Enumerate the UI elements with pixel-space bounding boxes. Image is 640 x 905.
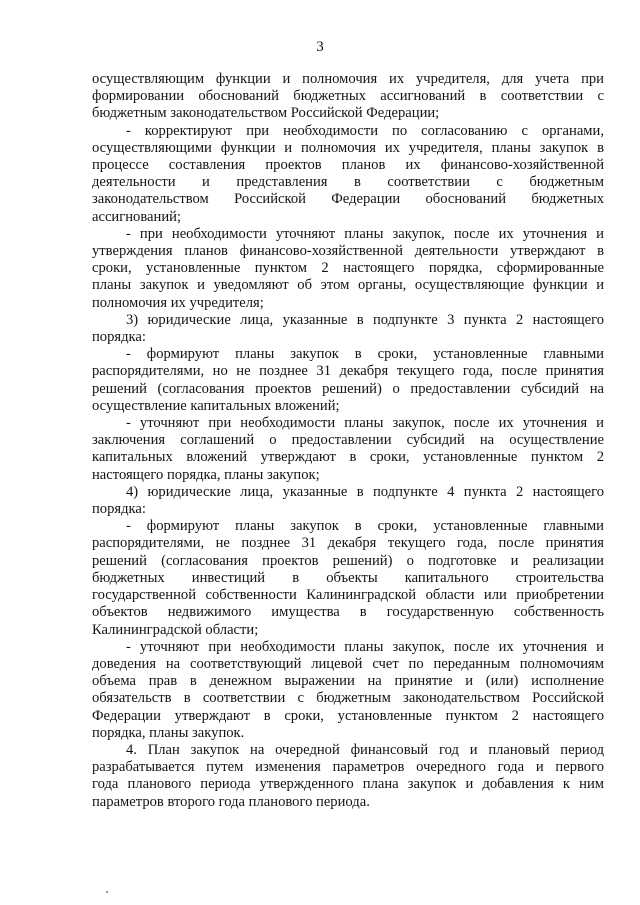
text-line: решений (согласования проектов решений) о предоставлении субсидий на — [92, 380, 604, 397]
text-line: объектов недвижимого имущества в государственную собственность — [92, 604, 604, 621]
paragraph — [92, 123, 604, 226]
text-line: осуществление капитальных вложений; — [92, 397, 340, 414]
text-line: - формируют планы закупок в сроки, установленные главными — [126, 346, 604, 363]
text-line: осуществляющим функции и полномочия их учредителя, для учета при — [92, 71, 604, 87]
text-line: 4) юридические лица, указанные в подпункте 4 пункта 2 настоящего — [126, 483, 604, 500]
paragraph — [92, 346, 604, 415]
text-line: распорядителями, но не позднее 31 декабря текущего года, после принятия — [92, 363, 604, 380]
text-line: доведения на соответствующий лицевой счет по переданным полномочиям — [92, 655, 604, 672]
text-line: порядка: — [92, 501, 146, 518]
text-line: параметров второго года планового периода. — [92, 793, 370, 810]
text-line: настоящего порядка, планы закупок; — [92, 466, 320, 483]
paragraph — [92, 639, 604, 742]
text-line: 4. План закупок на очередной финансовый год и плановый период — [126, 741, 604, 758]
text-line: процессе составления проектов планов их финансово-хозяйственной — [92, 157, 604, 174]
text-line: капитальных вложений утверждают в сроки, установленные пунктом 2 — [92, 449, 604, 466]
text-line: 3) юридические лица, указанные в подпункте 3 пункта 2 настоящего — [126, 311, 604, 328]
paragraph — [92, 71, 604, 123]
scan-artifact — [106, 891, 108, 893]
text-line: - при необходимости уточняют планы закупок, после их уточнения и — [126, 225, 604, 242]
paragraph — [92, 415, 604, 484]
text-line: - уточняют при необходимости планы закупок, после их уточнения и — [126, 638, 604, 655]
text-line: года планового периода утвержденного плана закупок и добавления к ним — [92, 776, 604, 793]
paragraph — [92, 226, 604, 312]
paragraph — [92, 312, 604, 346]
text-line: - корректируют при необходимости по согласованию с органами, — [126, 122, 604, 139]
text-line: порядка: — [92, 329, 146, 346]
text-line: решений (согласования проектов решений) о подготовке и реализации — [92, 552, 604, 569]
text-line: Калининградской области; — [92, 621, 259, 638]
text-line: утверждения планов финансово-хозяйственной деятельности утверждают в — [92, 243, 604, 260]
text-line: заключения соглашений о предоставлении субсидий на осуществление — [92, 432, 604, 449]
text-line: - формируют планы закупок в сроки, установленные главными — [126, 518, 604, 535]
page-number: 3 — [316, 39, 324, 55]
text-line: разрабатывается путем изменения параметров очередного года и первого — [92, 759, 604, 776]
paragraph — [92, 518, 604, 638]
text-line: ассигнований; — [92, 208, 181, 225]
text-line: государственной собственности Калининградской области или приобретении — [92, 587, 604, 604]
text-line: обязательств в соответствии с бюджетным законодательством Российской — [92, 690, 604, 707]
text-line: законодательством Российской Федерации обоснований бюджетных — [92, 191, 604, 208]
text-line: формировании обоснований бюджетных ассигнований в соответствии с — [92, 88, 604, 105]
text-line: Федерации утверждают в сроки, установленные пунктом 2 настоящего — [92, 707, 604, 724]
text-line: планы закупок и уведомляют об этом органы, осуществляющие функции и — [92, 277, 604, 294]
text-line: распорядителями, не позднее 31 декабря текущего года, после принятия — [92, 535, 604, 552]
text-line: объема прав в денежном выражении на принятие и (или) исполнение — [92, 673, 604, 690]
text-line: порядка, планы закупок. — [92, 724, 245, 741]
document-body — [92, 71, 604, 811]
text-line: - уточняют при необходимости планы закупок, после их уточнения и — [126, 415, 604, 432]
text-line: бюджетных инвестиций в объекты капитального строительства — [92, 569, 604, 586]
paragraph — [92, 484, 604, 518]
text-line: полномочия их учредителя; — [92, 294, 264, 311]
text-line: сроки, установленные пунктом 2 настоящего порядка, сформированные — [92, 260, 604, 277]
text-line: бюджетным законодательством Российской Федерации; — [92, 105, 440, 122]
text-line: деятельности и представления в соответствии с бюджетным — [92, 174, 604, 191]
paragraph — [92, 742, 604, 811]
text-line: осуществляющими функции и полномочия их учредителя, планы закупок в — [92, 139, 604, 156]
